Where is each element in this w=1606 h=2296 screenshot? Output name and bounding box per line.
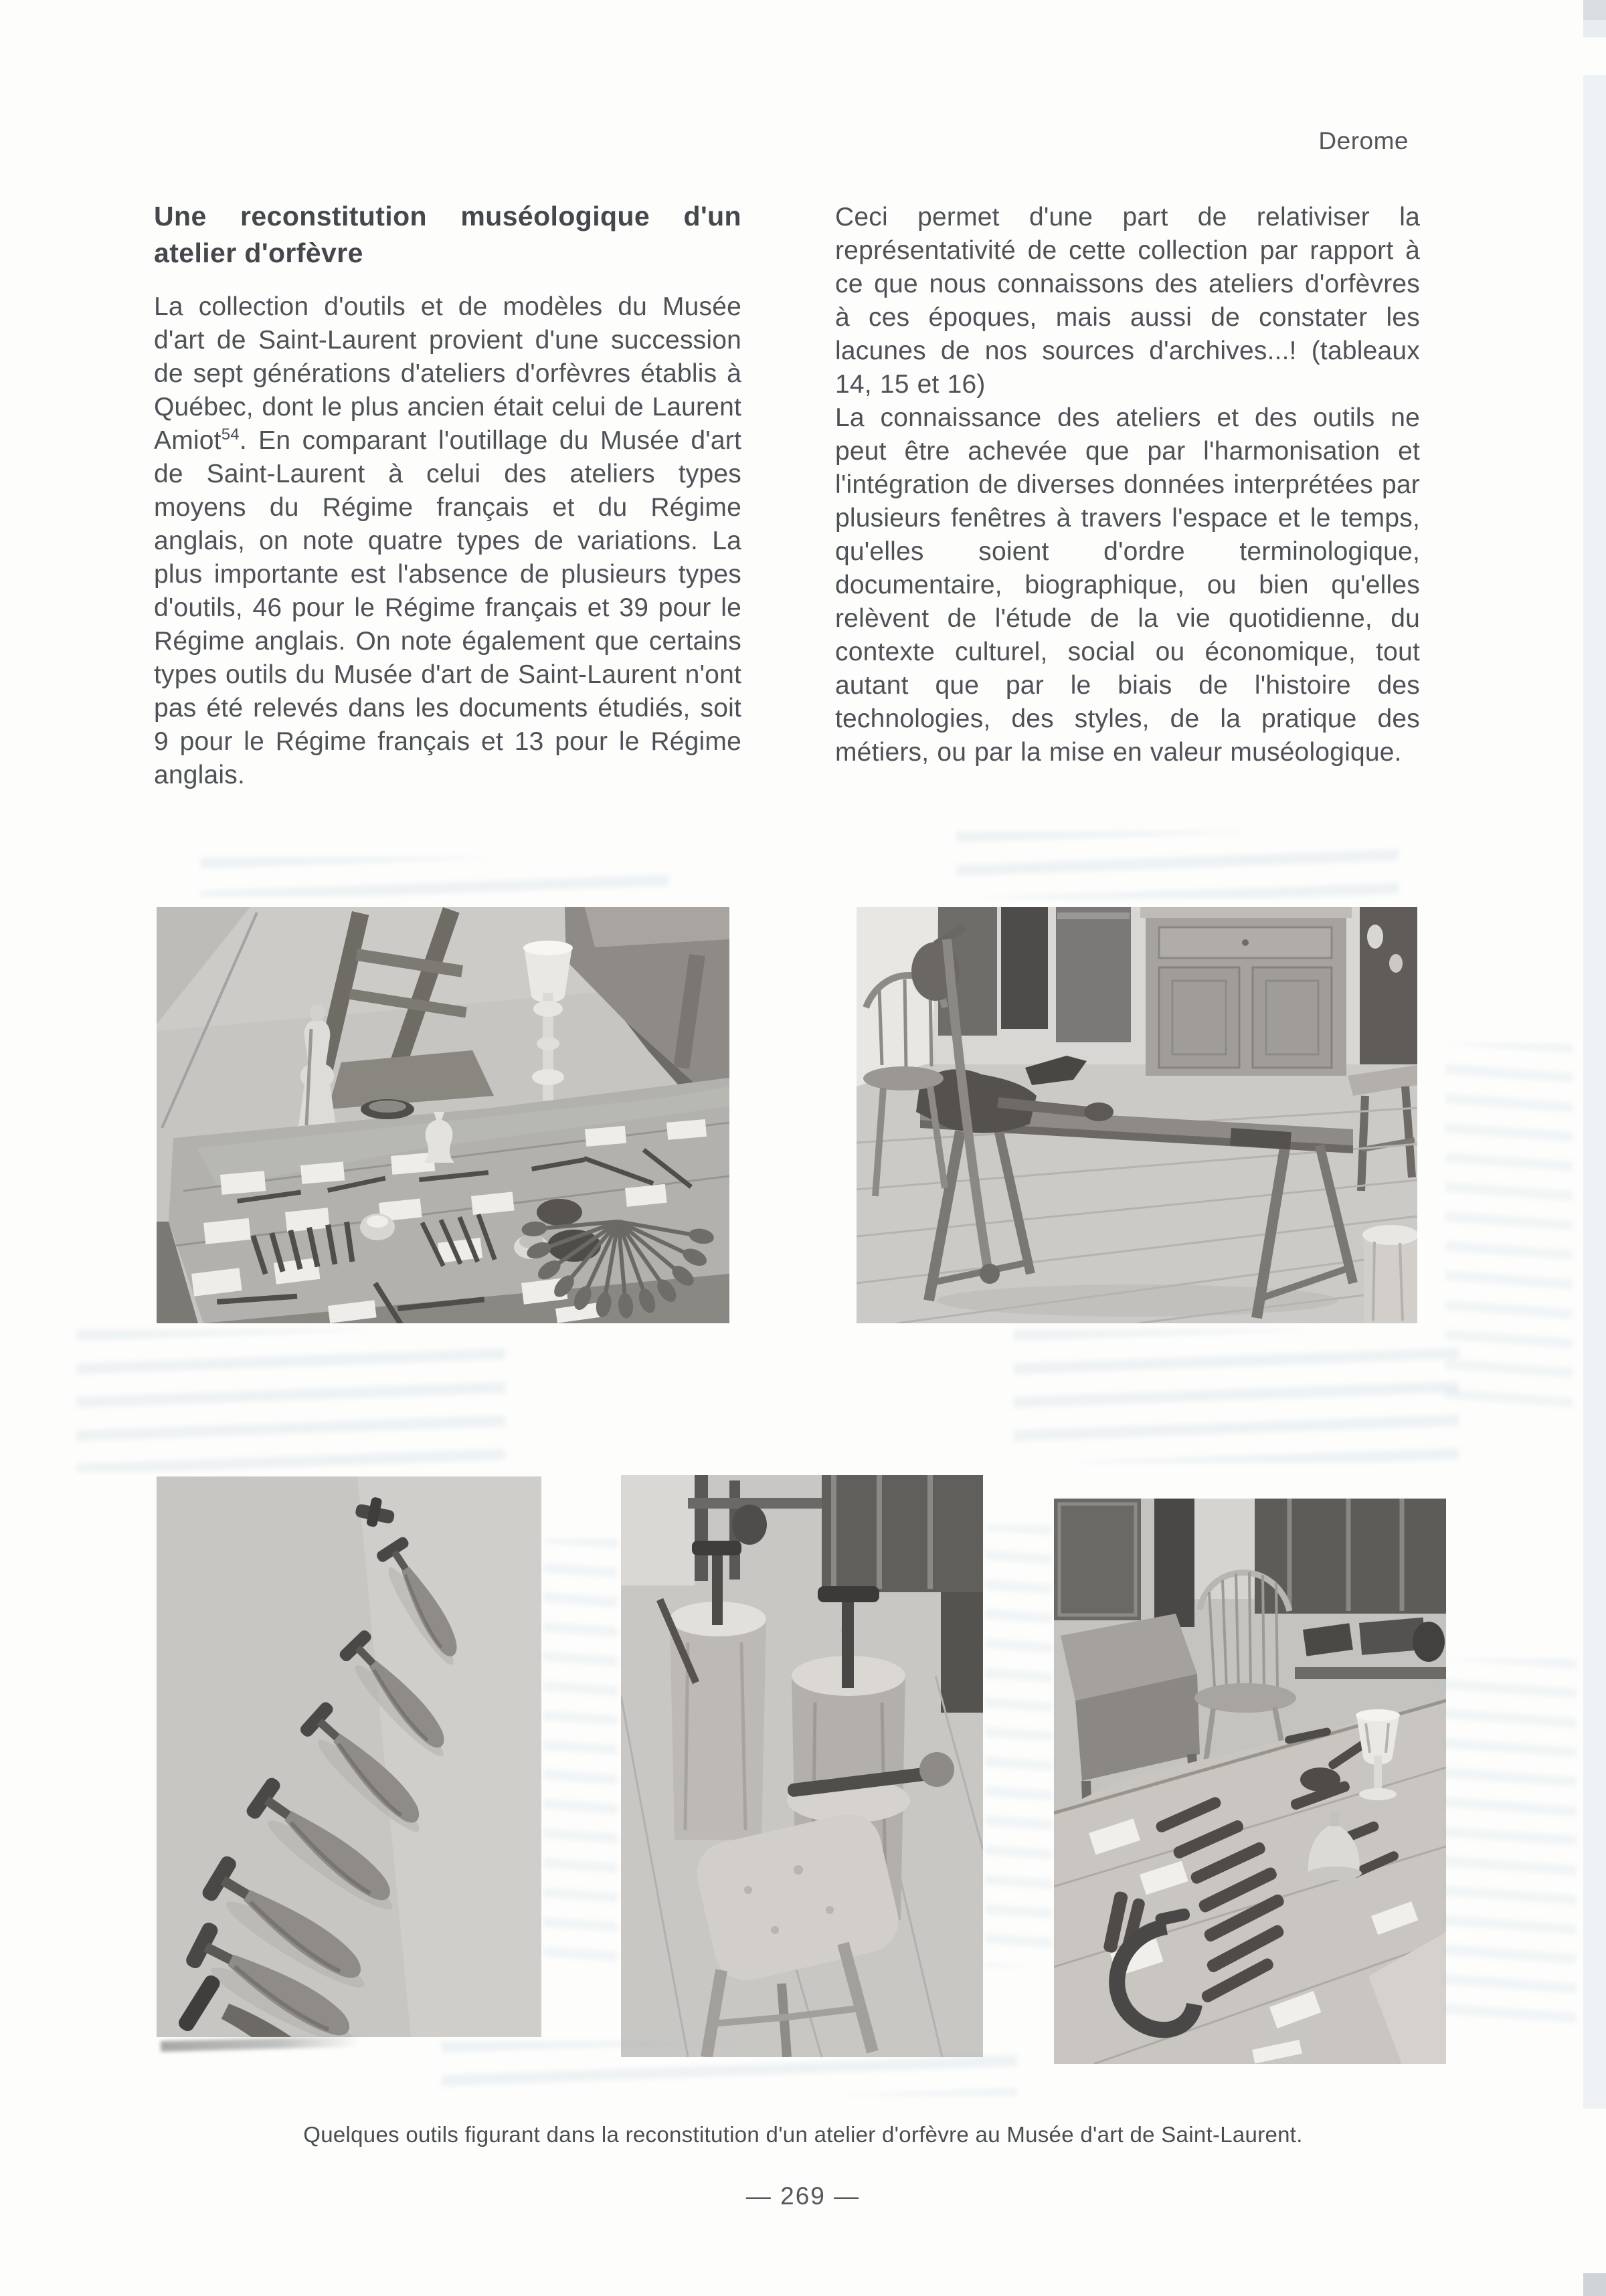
ink-smudge [161,2036,361,2052]
footnote-reference: 54 [221,425,240,444]
stump [1362,1225,1417,1323]
photo-stumps-stool [621,1475,983,2057]
scan-corner-artifact [1583,0,1606,20]
page-number: — 269 — [745,2182,861,2210]
stumps-stool-illustration [621,1475,983,2057]
bleedthrough-noise [985,1525,1052,1967]
right-column-paragraph-2: La connaissance des ateliers et des outils ne peut être achevée que par l'harmonisation et l'intégration de diverses données interprétées par plusieurs fenêtres à travers l'espace et le temps, qu'elles soient d'ordre terminologique, documentaire, biographique, ou bien qu'elles relèvent de l'étude de la vie quotidienne, du contexte culturel, social ou économique, tout autant que par le biais de l'histoire des technologies, des styles, de la pratique des métiers, ou par la mise en valeur muséologique. [835,403,1420,767]
tool-display-illustration [1054,1499,1446,2064]
photo-hammers [157,1476,541,2037]
article-heading: Une reconstitution muséologique d'un atelier d'orfèvre [154,201,741,268]
paragraph-text: . En comparant l'outillage du Musée d'art de Saint-Laurent à celui des ateliers types moyens du Régime français et du Régime anglais, on note quatre types de variations. La plus importante est l'absence de plusieurs types d'outils, 46 pour le Régime français et 39 pour le Régime anglais. On note également que certains types outils du Musée d'art de Saint-Laurent n'ont pas été relevés dans les documents étudiés, soit 9 pour le Régime français et 13 pour le Régime anglais. [154,426,741,789]
figure-caption: Quelques outils figurant dans la reconstitution d'un atelier d'orfèvre au Musée d'art de Saint-Laurent. [303,2122,1303,2147]
bleedthrough-noise [1014,1330,1459,1462]
bleedthrough-noise [201,858,669,896]
photo-workshop-bench [857,907,1417,1323]
photo-tools-table [157,907,729,1323]
photo-tool-display-table [1054,1499,1446,2064]
right-text-column [835,201,1420,769]
background-panels [938,907,1131,1042]
bleedthrough-noise [1442,1659,1576,2034]
bleedthrough-noise [77,1330,505,1472]
hammers-illustration [157,1476,541,2037]
bleedthrough-noise [543,1539,617,1967]
running-header: Derome [1318,127,1409,155]
tools-table-illustration [157,907,729,1323]
scan-corner-artifact [1583,20,1606,37]
bleedthrough-noise [1445,1044,1573,1418]
scan-corner-artifact [1583,2273,1606,2296]
scan-edge-shadow [1583,75,1606,2109]
paragraph-text: La collection d'outils et de modèles du Musée d'art de Saint-Laurent provient d'une succession de sept générations d'ateliers d'orfèvres établis à Québec, dont le plus ancien était celui de Laurent Amiot [154,292,741,455]
left-column-paragraph [154,290,741,792]
cabinet [1140,907,1352,1076]
right-column-paragraph-1: Ceci permet d'une part de relativiser la représentativité de cette collection par rapport à ce que nous connaissons des ateliers d'orfèvres à ces époques, mais aussi de constater les lacunes de nos sources d'archives...! (tableaux 14, 15 et 16) [835,203,1420,399]
bleedthrough-noise [957,832,1399,898]
workshop-bench-illustration [857,907,1417,1323]
left-text-column [154,198,741,792]
